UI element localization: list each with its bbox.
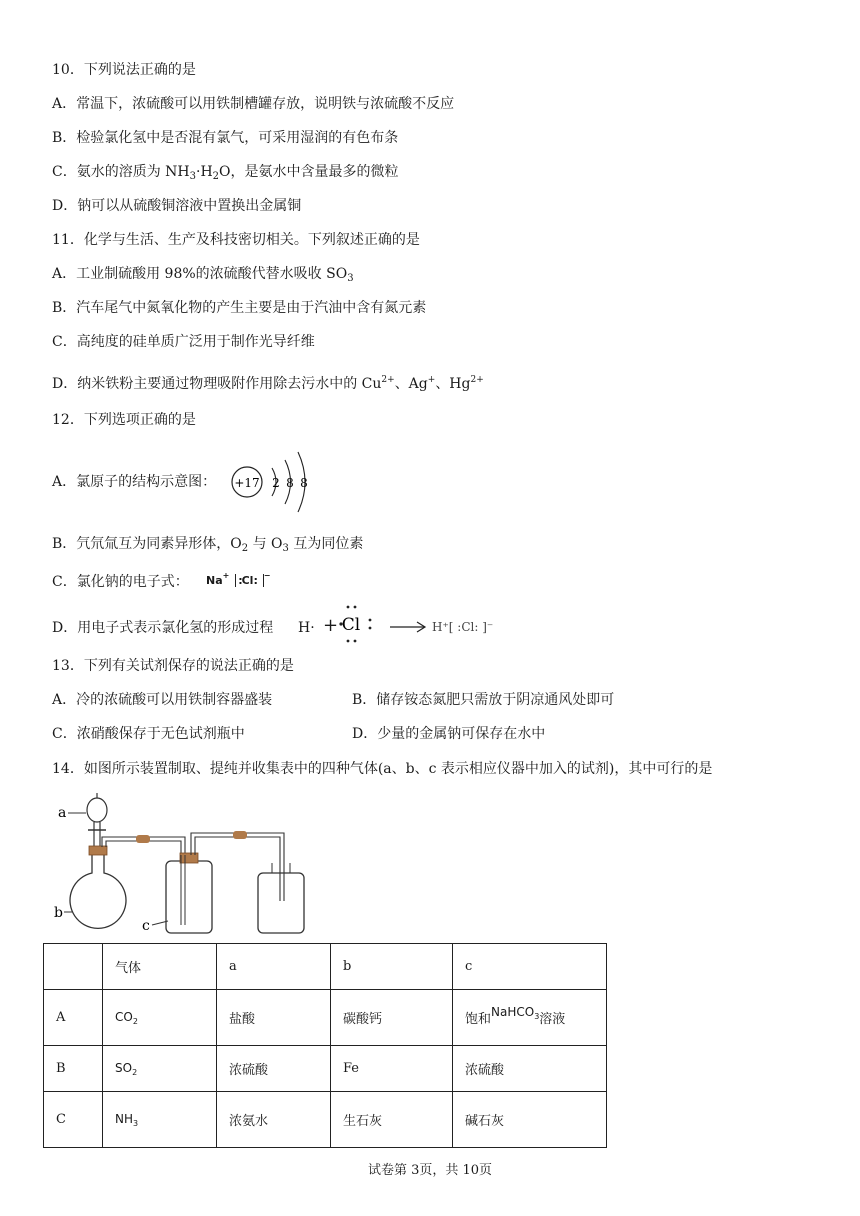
hcl-product-formula: H⁺[ :Cl: ]⁻ (432, 620, 494, 634)
table-header-cell: 气体 (103, 944, 217, 990)
q11-stem: 11．化学与生活、生产及科技密切相关。下列叙述正确的是 (52, 232, 420, 248)
page-footer: 试卷第 3页，共 10页 (367, 1163, 493, 1178)
q11-option-b: B．汽车尾气中氮氧化物的产生主要是由于汽油中含有氮元素 (52, 300, 427, 316)
table-row (44, 990, 607, 1046)
table-cell: 浓硫酸 (453, 1046, 607, 1092)
nacl-electron-formula: Na+ :Cl: − (206, 571, 271, 587)
q12-option-b: B．氕氘氚互为同素异形体，$O_2$ 与 $O_3$ 互为同位素 (52, 536, 364, 554)
table-cell: $NH_3$ (103, 1092, 217, 1148)
table-cell: B (44, 1046, 103, 1092)
hcl-formation-h: H· (298, 620, 315, 636)
table-cell: Fe (331, 1046, 453, 1092)
gas-table (43, 943, 607, 1148)
chlorine-atom-structure-diagram (228, 444, 324, 520)
table-header-cell: c (453, 944, 607, 990)
nucleus-charge: +17 (234, 476, 260, 490)
gas-apparatus-diagram (50, 785, 320, 937)
table-cell: 生石灰 (331, 1092, 453, 1148)
q13-option-b: B．储存铵态氮肥只需放于阴凉通风处即可 (352, 692, 615, 708)
q13-option-a: A．冷的浓硫酸可以用铁制容器盛装 (52, 692, 273, 708)
label-a: a (58, 805, 67, 821)
q11-option-a: A．工业制硫酸用 98%的浓硫酸代替水吸收 $SO_3$ (52, 266, 354, 284)
table-cell: $CO_2$ (103, 990, 217, 1046)
shell-3-electrons: 8 (300, 476, 308, 490)
q13-stem: 13．下列有关试剂保存的说法正确的是 (52, 658, 294, 674)
q10-option-a: A．常温下，浓硫酸可以用铁制槽罐存放，说明铁与浓硫酸不反应 (52, 96, 455, 112)
table-header-cell: a (217, 944, 331, 990)
q14-stem: 14．如图所示装置制取、提纯并收集表中的四种气体(a、b、c 表示相应仪器中加入的试剂)，其中可行的是 (52, 761, 713, 777)
table-cell: 盐酸 (217, 990, 331, 1046)
q10-option-c: C．氨水的溶质为 $NH_3\cdot H_2O$，是氨水中含量最多的微粒 (52, 164, 399, 182)
table-cell: 碱石灰 (453, 1092, 607, 1148)
table-header-row (44, 944, 607, 990)
table-cell: C (44, 1092, 103, 1148)
table-row (44, 1092, 607, 1148)
table-cell: A (44, 990, 103, 1046)
q10-option-d: D．钠可以从硫酸铜溶液中置换出金属铜 (52, 198, 302, 214)
q12-option-a: A．氯原子的结构示意图： (52, 474, 217, 490)
shell-1-electrons: 2 (272, 476, 280, 490)
hcl-formation-plus: + (323, 615, 339, 636)
reaction-arrow-icon (388, 620, 428, 634)
shell-2-electrons: 8 (286, 476, 294, 490)
q10-option-b: B．检验氯化氢中是否混有氯气，可采用湿润的有色布条 (52, 130, 399, 146)
q13-option-d: D．少量的金属钠可保存在水中 (352, 726, 546, 742)
table-row (44, 1046, 607, 1092)
q12-stem: 12．下列选项正确的是 (52, 412, 196, 428)
label-c: c (142, 918, 150, 934)
table-header-cell: b (331, 944, 453, 990)
table-cell: 浓硫酸 (217, 1046, 331, 1092)
table-header-cell (44, 944, 103, 990)
svg-text:Cl: Cl (341, 615, 361, 635)
table-cell: 碳酸钙 (331, 990, 453, 1046)
q13-option-c: C．浓硝酸保存于无色试剂瓶中 (52, 726, 245, 742)
q12-option-c: C．氯化钠的电子式： (52, 574, 189, 590)
label-b: b (54, 905, 63, 921)
cl-atom-electron-dots (336, 600, 378, 646)
q12-option-d: D．用电子式表示氯化氢的形成过程 (52, 620, 274, 636)
table-cell: 浓氨水 (217, 1092, 331, 1148)
table-cell: 饱和NaHCO$_3$溶液 (453, 990, 607, 1046)
q10-stem: 10．下列说法正确的是 (52, 62, 196, 78)
q11-option-c: C．高纯度的硅单质广泛用于制作光导纤维 (52, 334, 315, 350)
table-cell: $SO_2$ (103, 1046, 217, 1092)
q11-option-d: D．纳米铁粉主要通过物理吸附作用除去污水中的 $Cu^{2+}$、Ag+、$Hg^{2+}$ (52, 375, 484, 392)
